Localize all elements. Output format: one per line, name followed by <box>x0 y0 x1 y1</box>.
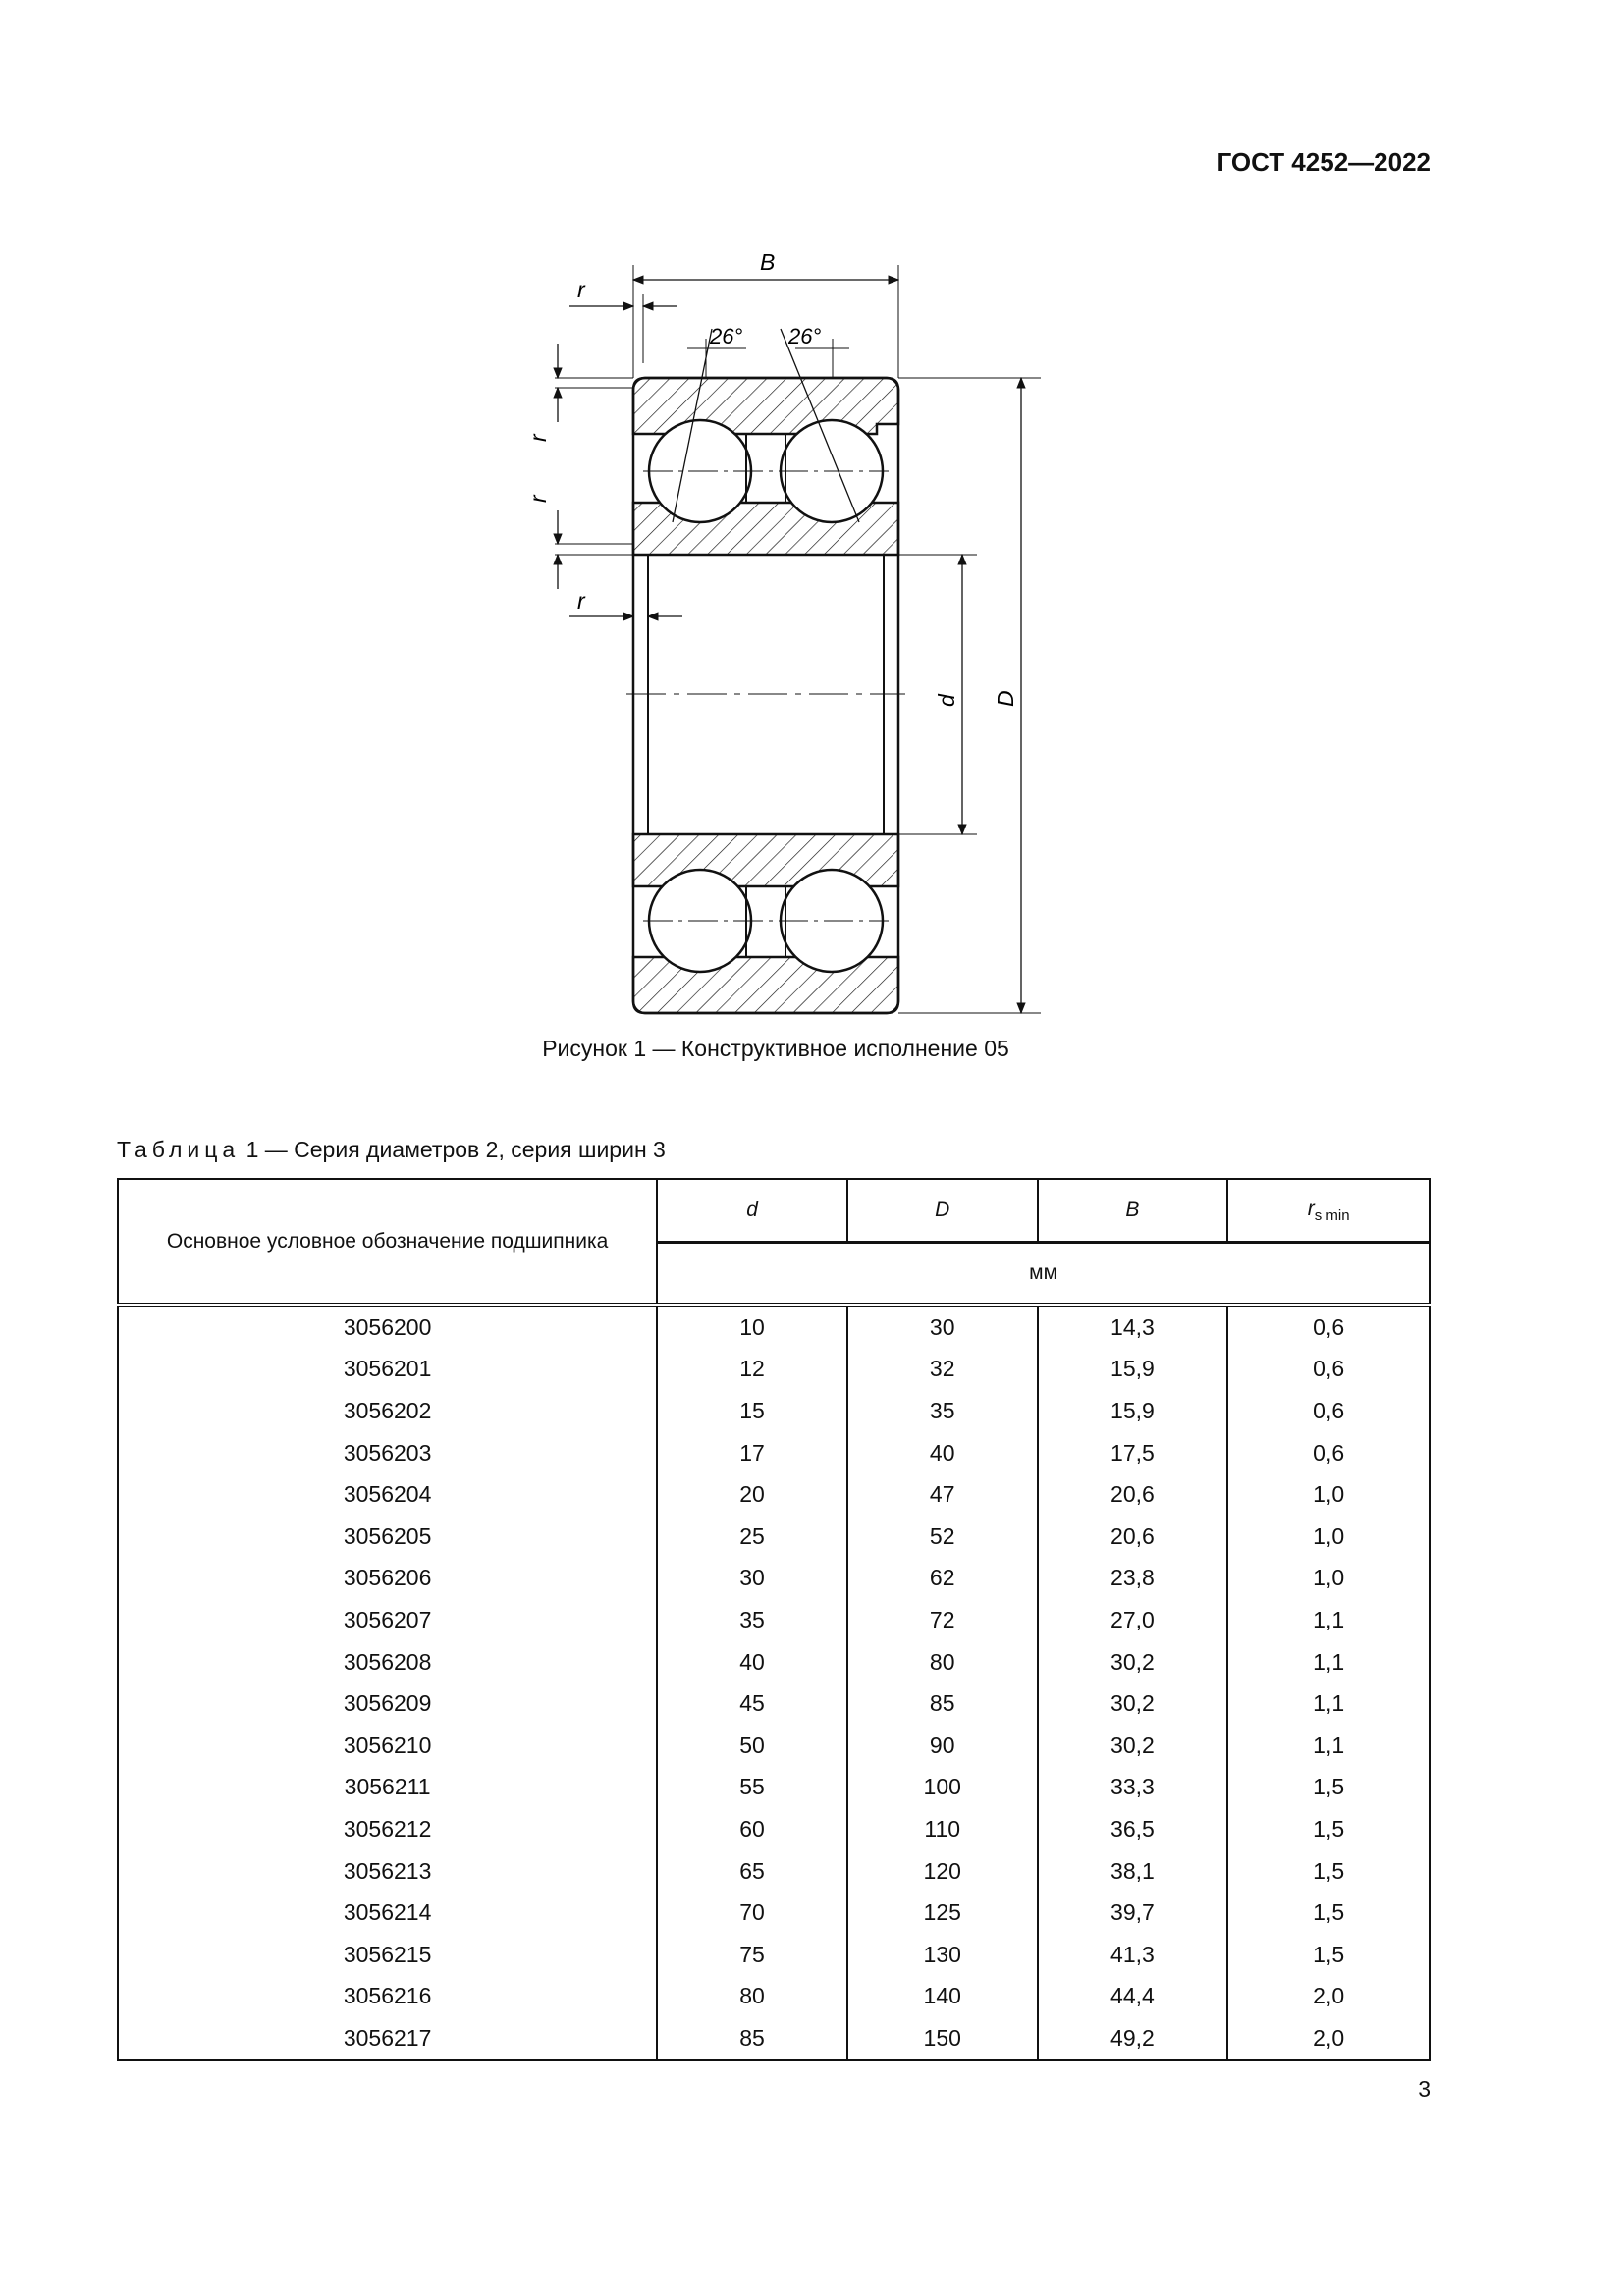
table-row <box>118 1808 1430 1850</box>
cell-d: 65 <box>657 1850 847 1893</box>
dim-d-label: d <box>934 694 959 707</box>
cell-rs-min: 1,5 <box>1227 1808 1430 1850</box>
cell-d: 50 <box>657 1725 847 1767</box>
table-title-prefix: Таблица <box>117 1137 241 1162</box>
cell-d: 10 <box>657 1305 847 1349</box>
upper-outer-ring <box>633 378 898 434</box>
cell-rs-min: 1,1 <box>1227 1682 1430 1725</box>
table-body <box>118 1305 1430 2060</box>
cell-D: 140 <box>847 1976 1038 2018</box>
cell-B: 14,3 <box>1038 1305 1228 1349</box>
cell-D: 30 <box>847 1305 1038 1349</box>
table-row <box>118 1934 1430 1976</box>
bearing-drawing <box>511 245 1060 1031</box>
cell-rs-min: 0,6 <box>1227 1390 1430 1432</box>
header-d: d <box>657 1179 847 1243</box>
cell-D: 90 <box>847 1725 1038 1767</box>
figure-caption: Рисунок 1 — Конструктивное исполнение 05 <box>542 1036 1009 1061</box>
cell-B: 20,6 <box>1038 1473 1228 1516</box>
cell-designation: 3056205 <box>118 1516 657 1558</box>
cell-designation: 3056200 <box>118 1305 657 1349</box>
cell-rs-min: 1,0 <box>1227 1558 1430 1600</box>
page-number: 3 <box>1418 2076 1431 2102</box>
header-B: B <box>1038 1179 1228 1243</box>
cell-B: 20,6 <box>1038 1516 1228 1558</box>
cell-designation: 3056217 <box>118 2017 657 2060</box>
cell-rs-min: 1,1 <box>1227 1641 1430 1683</box>
table-row <box>118 1432 1430 1474</box>
cell-designation: 3056201 <box>118 1349 657 1391</box>
cell-D: 110 <box>847 1808 1038 1850</box>
cell-B: 17,5 <box>1038 1432 1228 1474</box>
cell-designation: 3056211 <box>118 1767 657 1809</box>
cell-designation: 3056215 <box>118 1934 657 1976</box>
cell-D: 150 <box>847 2017 1038 2060</box>
cell-designation: 3056204 <box>118 1473 657 1516</box>
cell-B: 36,5 <box>1038 1808 1228 1850</box>
bearing-drawing-svg <box>511 245 1060 1031</box>
cell-rs-min: 1,5 <box>1227 1934 1430 1976</box>
cell-designation: 3056203 <box>118 1432 657 1474</box>
table-row <box>118 1390 1430 1432</box>
cell-B: 38,1 <box>1038 1850 1228 1893</box>
table-row <box>118 1682 1430 1725</box>
cell-rs-min: 1,5 <box>1227 1767 1430 1809</box>
cell-designation: 3056208 <box>118 1641 657 1683</box>
cell-d: 55 <box>657 1767 847 1809</box>
cell-B: 30,2 <box>1038 1725 1228 1767</box>
cell-B: 23,8 <box>1038 1558 1228 1600</box>
cell-designation: 3056216 <box>118 1976 657 2018</box>
header-rs-sub: s min <box>1314 1206 1350 1224</box>
cell-d: 25 <box>657 1516 847 1558</box>
header-designation: Основное условное обозначение подшипника <box>118 1179 657 1305</box>
cell-d: 70 <box>657 1892 847 1934</box>
table-row <box>118 1641 1430 1683</box>
cell-rs-min: 2,0 <box>1227 1976 1430 2018</box>
dim-D-label: D <box>993 690 1018 707</box>
cell-designation: 3056210 <box>118 1725 657 1767</box>
table-row <box>118 1305 1430 1349</box>
angle-left-label: 26° <box>710 324 743 348</box>
cell-D: 100 <box>847 1767 1038 1809</box>
cell-d: 20 <box>657 1473 847 1516</box>
header-rs-min <box>1227 1179 1430 1243</box>
cell-B: 41,3 <box>1038 1934 1228 1976</box>
cell-D: 80 <box>847 1641 1038 1683</box>
cell-D: 130 <box>847 1934 1038 1976</box>
cell-d: 60 <box>657 1808 847 1850</box>
cell-rs-min: 1,5 <box>1227 1892 1430 1934</box>
cell-B: 30,2 <box>1038 1641 1228 1683</box>
cell-D: 35 <box>847 1390 1038 1432</box>
table-row <box>118 2017 1430 2060</box>
cell-designation: 3056207 <box>118 1599 657 1641</box>
cell-B: 33,3 <box>1038 1767 1228 1809</box>
cell-designation: 3056209 <box>118 1682 657 1725</box>
angle-right-label: 26° <box>788 324 822 348</box>
cell-rs-min: 0,6 <box>1227 1305 1430 1349</box>
table-row <box>118 1599 1430 1641</box>
cell-rs-min: 1,0 <box>1227 1516 1430 1558</box>
cell-D: 85 <box>847 1682 1038 1725</box>
table-row <box>118 1473 1430 1516</box>
cell-d: 75 <box>657 1934 847 1976</box>
cell-D: 120 <box>847 1850 1038 1893</box>
cell-d: 30 <box>657 1558 847 1600</box>
table-row <box>118 1767 1430 1809</box>
dim-B-label: B <box>760 249 776 275</box>
dim-r-top-label: r <box>577 277 585 302</box>
cell-B: 27,0 <box>1038 1599 1228 1641</box>
cell-B: 39,7 <box>1038 1892 1228 1934</box>
cell-D: 72 <box>847 1599 1038 1641</box>
cell-rs-min: 1,5 <box>1227 1850 1430 1893</box>
cell-designation: 3056206 <box>118 1558 657 1600</box>
dim-r-left1-label: r <box>525 434 551 442</box>
table-row <box>118 1892 1430 1934</box>
cell-D: 125 <box>847 1892 1038 1934</box>
cell-designation: 3056214 <box>118 1892 657 1934</box>
header-unit: мм <box>657 1243 1430 1306</box>
table-row <box>118 1850 1430 1893</box>
dim-r-left2-label: r <box>525 495 551 503</box>
table-row <box>118 1725 1430 1767</box>
cell-B: 44,4 <box>1038 1976 1228 2018</box>
table-row <box>118 1558 1430 1600</box>
table-title-rest: 1 — Серия диаметров 2, серия ширин 3 <box>240 1137 666 1162</box>
cell-designation: 3056212 <box>118 1808 657 1850</box>
table-title <box>117 1137 666 1163</box>
cell-D: 40 <box>847 1432 1038 1474</box>
cell-B: 30,2 <box>1038 1682 1228 1725</box>
header-rs-r: r <box>1307 1197 1315 1220</box>
cell-D: 52 <box>847 1516 1038 1558</box>
cell-designation: 3056213 <box>118 1850 657 1893</box>
cell-rs-min: 2,0 <box>1227 2017 1430 2060</box>
cell-rs-min: 1,0 <box>1227 1473 1430 1516</box>
cell-D: 62 <box>847 1558 1038 1600</box>
cell-B: 15,9 <box>1038 1349 1228 1391</box>
cell-designation: 3056202 <box>118 1390 657 1432</box>
table-row <box>118 1349 1430 1391</box>
standard-number: ГОСТ 4252—2022 <box>1217 147 1431 177</box>
cell-rs-min: 0,6 <box>1227 1349 1430 1391</box>
cell-rs-min: 1,1 <box>1227 1725 1430 1767</box>
bearing-table <box>117 1178 1431 2061</box>
cell-D: 47 <box>847 1473 1038 1516</box>
cell-B: 49,2 <box>1038 2017 1228 2060</box>
table-row <box>118 1976 1430 2018</box>
dim-r-bore-label: r <box>577 588 585 614</box>
cell-d: 35 <box>657 1599 847 1641</box>
cell-d: 85 <box>657 2017 847 2060</box>
cell-B: 15,9 <box>1038 1390 1228 1432</box>
cell-D: 32 <box>847 1349 1038 1391</box>
cell-d: 80 <box>657 1976 847 2018</box>
cell-rs-min: 1,1 <box>1227 1599 1430 1641</box>
cell-d: 45 <box>657 1682 847 1725</box>
cell-rs-min: 0,6 <box>1227 1432 1430 1474</box>
cell-d: 15 <box>657 1390 847 1432</box>
cell-d: 40 <box>657 1641 847 1683</box>
cell-d: 17 <box>657 1432 847 1474</box>
cell-d: 12 <box>657 1349 847 1391</box>
table-row <box>118 1516 1430 1558</box>
header-D: D <box>847 1179 1038 1243</box>
